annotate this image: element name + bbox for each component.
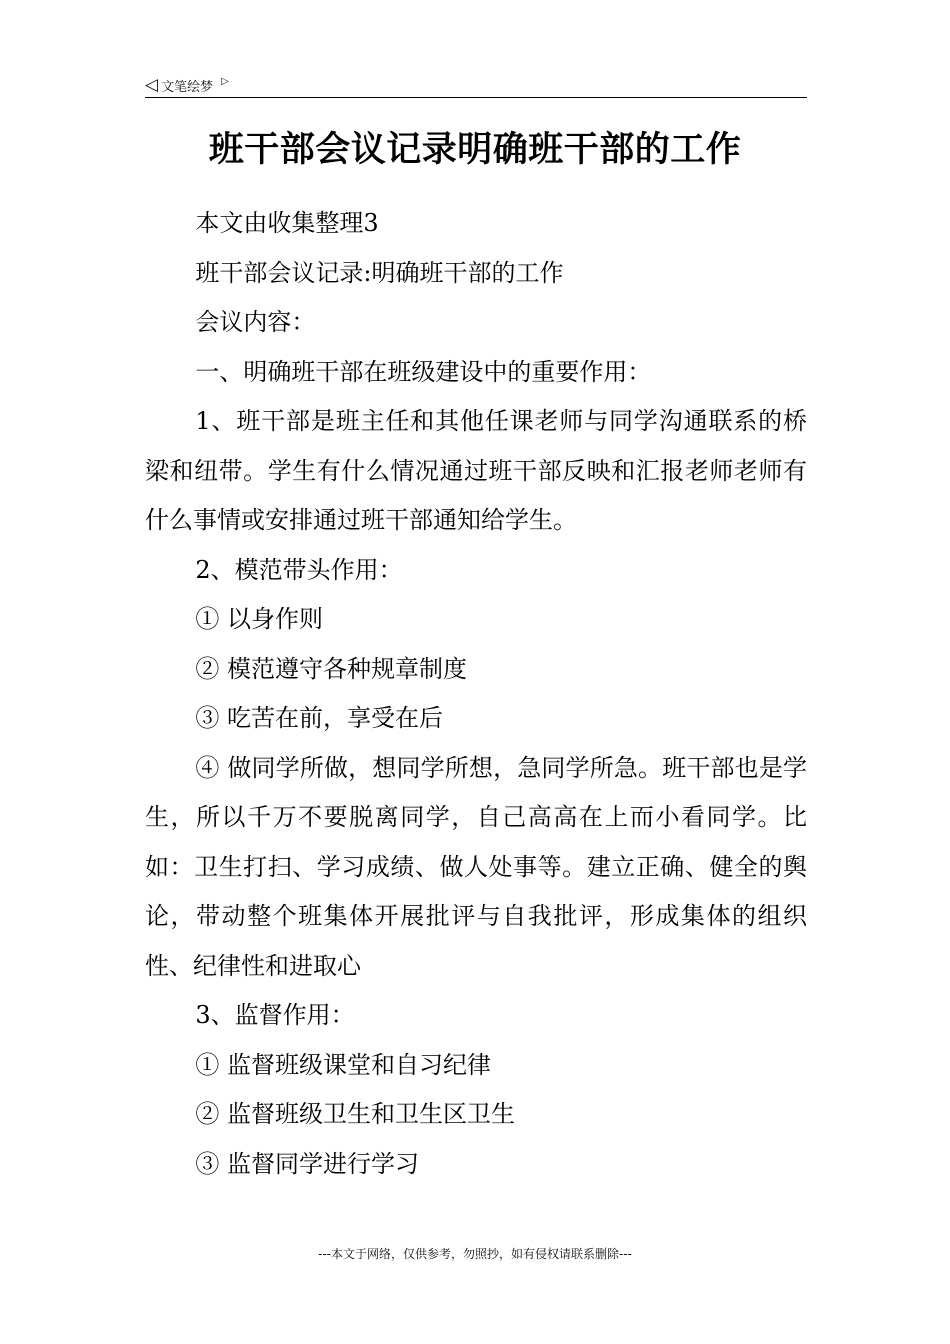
paragraph: 2、模范带头作用： — [195, 555, 403, 584]
header-divider — [145, 97, 807, 98]
list-item: ① 以身作则 — [195, 605, 324, 633]
paragraph: 3、监督作用： — [195, 1001, 355, 1029]
list-item: ④ 做同学所做，想同学所想，急同学所急。班干部也是学生，所以千万不要脱离同学，自己高高在上而小看同学。比如：卫生打扫、学习成绩、做人处事等。建立正确、健全的舆论，带动整个班集体开展批评与自我批评，形成集体的组织性、纪律性和进取心 — [145, 753, 807, 980]
list-item: ② 模范遵守各种规章制度 — [195, 654, 468, 683]
footer-disclaimer: ---本文于网络，仅供参考，勿照抄，如有侵权请联系删除--- — [318, 1247, 632, 1261]
list-item: ③ 监督同学进行学习 — [195, 1149, 420, 1178]
paragraph: 班干部会议记录:明确班干部的工作 — [195, 258, 564, 287]
triangle-left-icon: ◁ — [145, 74, 159, 95]
paragraph: 一、明确班干部在班级建设中的重要作用： — [195, 357, 652, 386]
header-brand: 文笔绘梦 — [161, 79, 214, 95]
triangle-right-icon: ▷ — [221, 76, 229, 87]
paragraph: 1、班干部是班主任和其他任课老师与同学沟通联系的桥梁和纽带。学生有什么情况通过班干部反映和汇报老师老师有什么事情或安排通过班干部通知给学生。 — [145, 407, 807, 534]
page-title: 班干部会议记录明确班干部的工作 — [208, 130, 742, 170]
list-item: ③ 吃苦在前，享受在后 — [195, 704, 444, 732]
document-header — [145, 74, 229, 96]
list-item: ② 监督班级卫生和卫生区卫生 — [195, 1100, 516, 1128]
paragraph: 会议内容： — [195, 308, 316, 336]
paragraph: 本文由收集整理3 — [195, 209, 379, 237]
document-body — [145, 199, 807, 1189]
list-item: ① 监督班级课堂和自习纪律 — [195, 1050, 492, 1079]
